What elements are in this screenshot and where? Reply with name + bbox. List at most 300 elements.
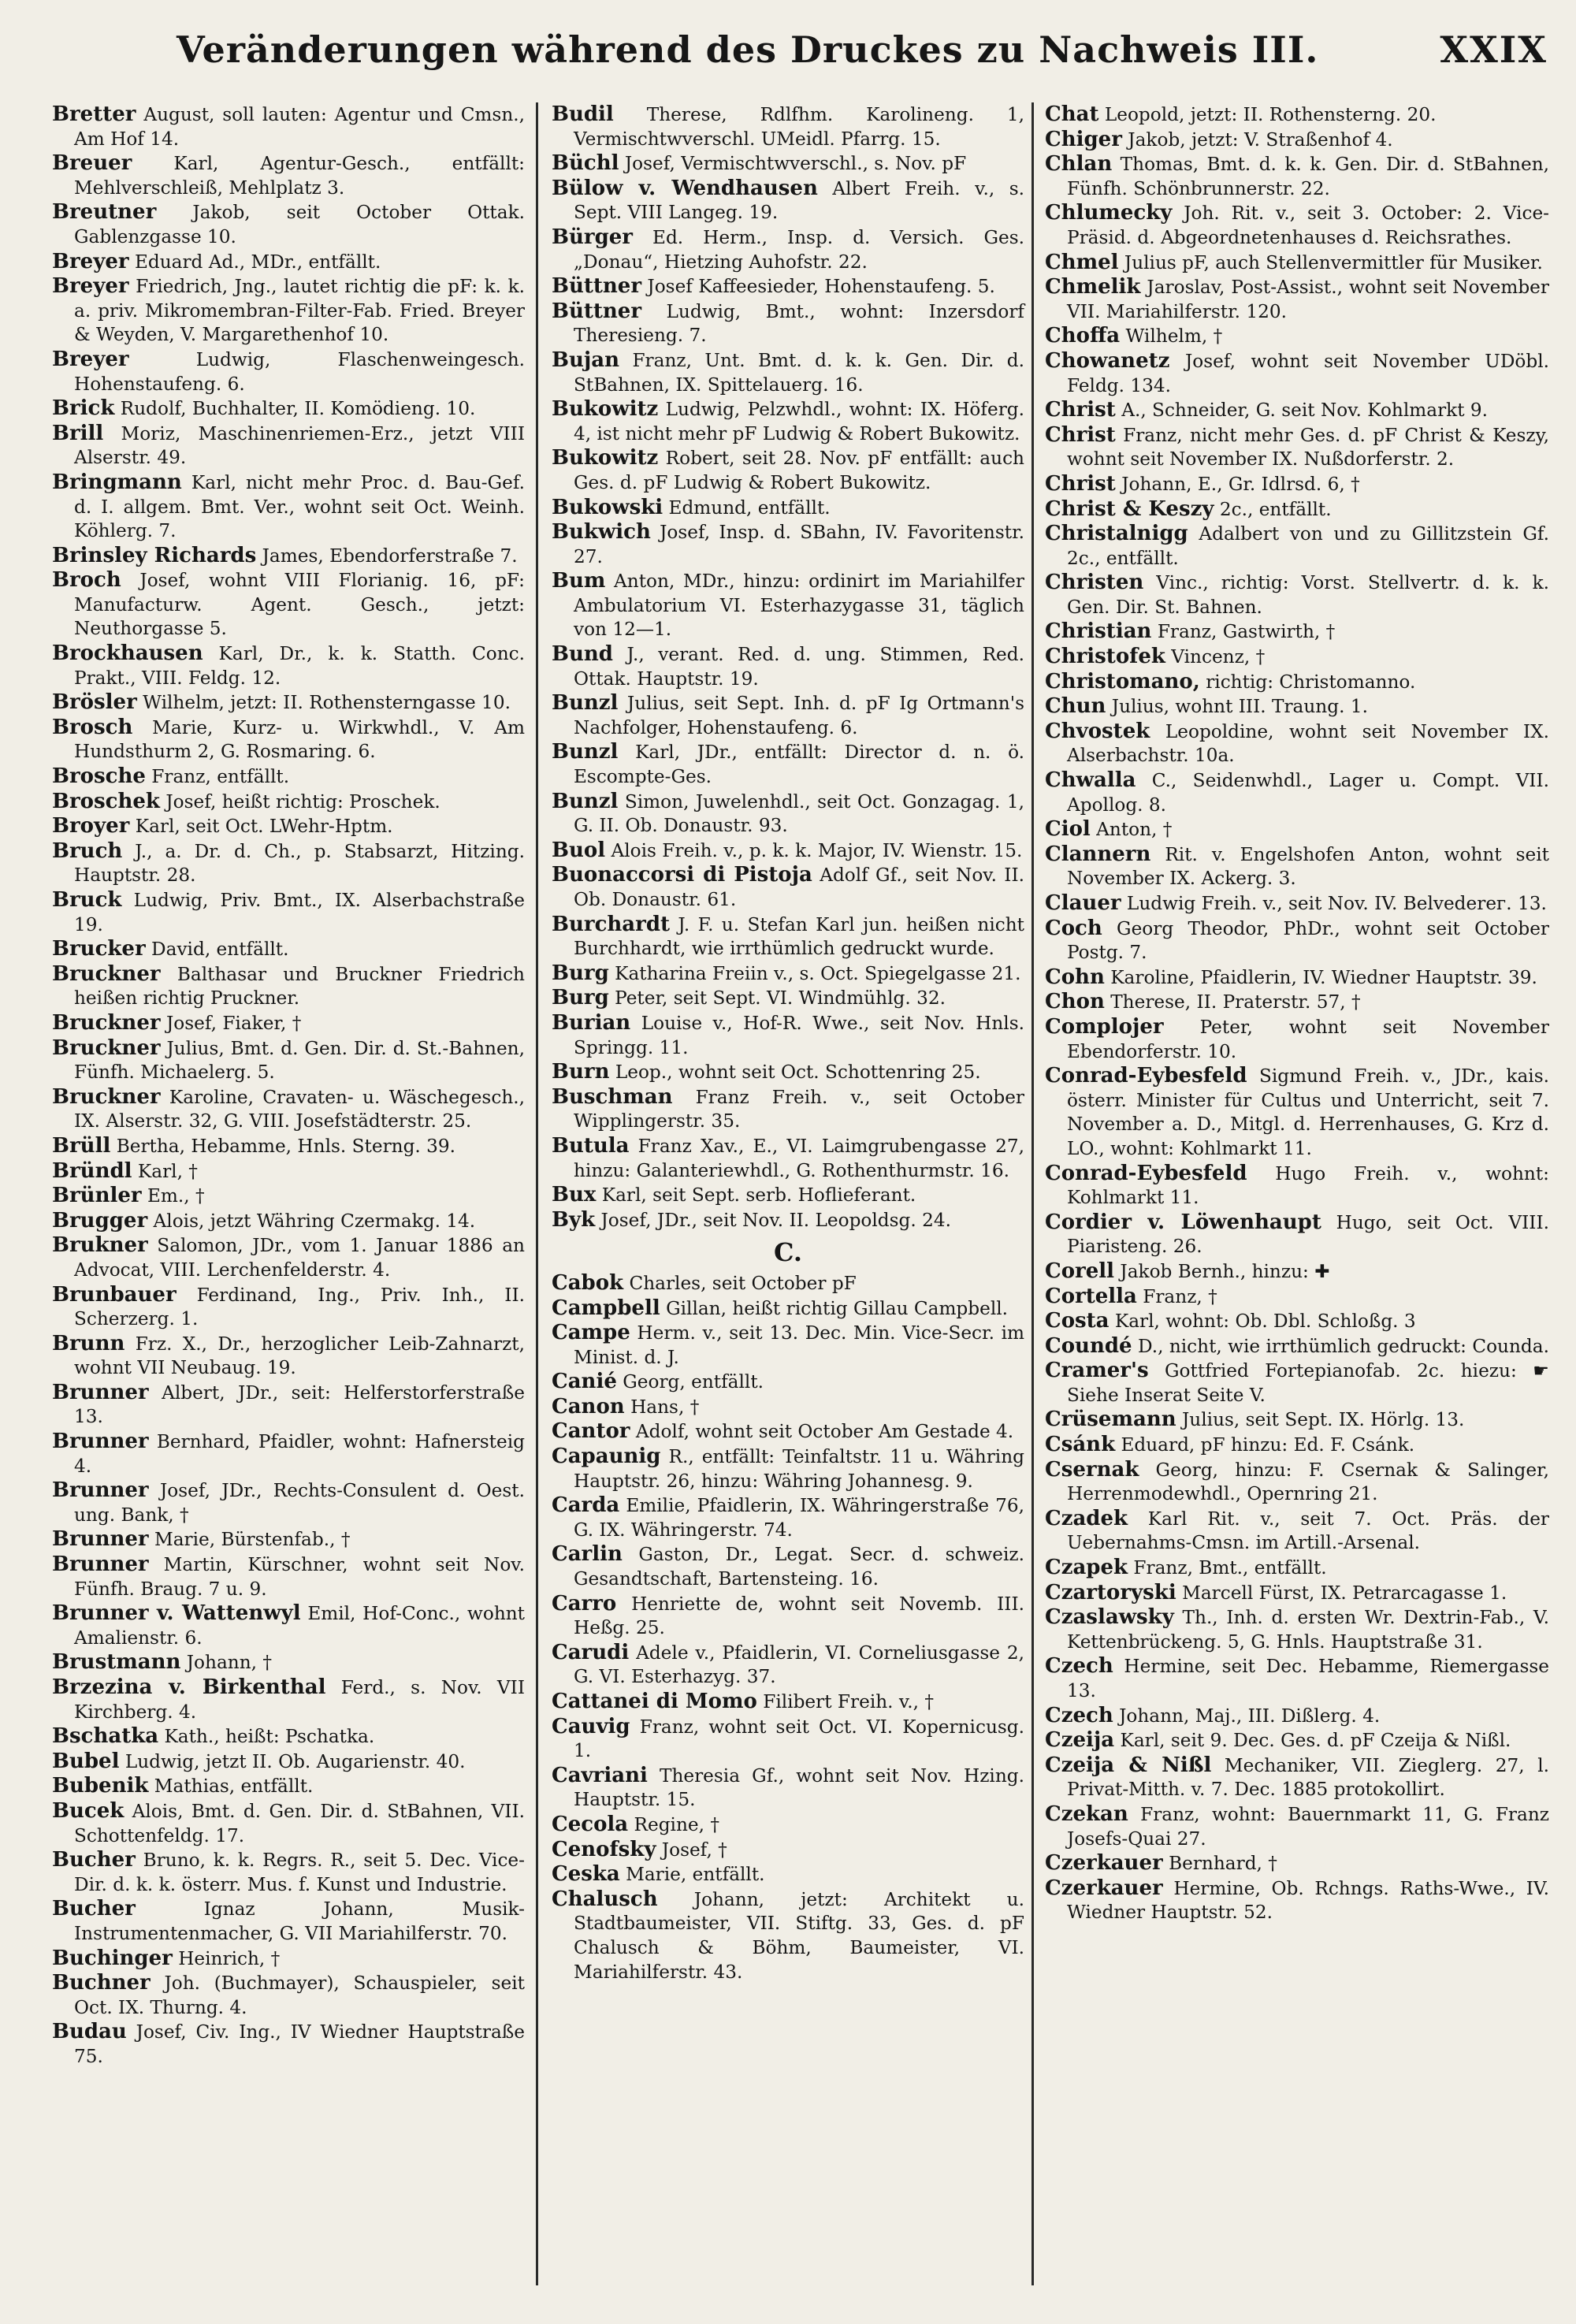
directory-entry xyxy=(1045,1309,1549,1334)
entry-name: Breyer xyxy=(52,274,129,299)
entry-detail: Katharina Freiin v., s. Oct. Spiegelgasse 21. xyxy=(608,962,1021,984)
directory-entry xyxy=(52,422,525,470)
directory-entry xyxy=(52,1897,525,1946)
entry-name: Bum xyxy=(552,569,606,593)
entry-detail: Regine, † xyxy=(628,1813,719,1835)
entry-detail: Martin, Kürschner, wohnt seit Nov. Fünfh. Braug. 7 u. 9. xyxy=(74,1554,525,1600)
directory-entry xyxy=(1045,1064,1549,1161)
directory-entry xyxy=(52,814,525,839)
entry-name: Cantor xyxy=(552,1419,630,1444)
entry-name: Burn xyxy=(552,1060,610,1084)
directory-entry xyxy=(1045,423,1549,472)
entry-detail: Franz, † xyxy=(1136,1285,1217,1307)
entry-detail: D., nicht, wie irrthümlich gedruckt: Counda. xyxy=(1132,1335,1549,1357)
entry-detail: Peter, wohnt seit November Ebendorferstr. 10. xyxy=(1067,1016,1549,1062)
entry-name: Brugger xyxy=(52,1208,148,1233)
entry-detail: Moriz, Maschinenriemen-Erz., jetzt VIII Alserstr. 49. xyxy=(74,422,525,469)
entry-detail: Karoline, Cravaten- u. Wäschegesch., IX. Alserstr. 32, G. VIII. Josefstädterstr. 25. xyxy=(74,1086,525,1132)
directory-entry xyxy=(1045,1556,1549,1581)
entry-name: Brünler xyxy=(52,1184,142,1208)
entry-name: Canon xyxy=(552,1394,625,1419)
entry-detail: Vinc., richtig: Vorst. Stellvertr. d. k. k. Gen. Dir. St. Bahnen. xyxy=(1067,572,1549,618)
entry-name: Conrad-Eybesfeld xyxy=(1045,1161,1247,1185)
entry-detail: Henriette de, wohnt seit Novemb. III. Heßg. 25. xyxy=(574,1593,1024,1639)
directory-entry xyxy=(52,274,525,348)
directory-entry xyxy=(1045,1015,1549,1064)
entry-detail: Heinrich, † xyxy=(172,1947,281,1969)
entry-name: Czeija xyxy=(1045,1728,1115,1753)
entry-detail: Sigmund Freih. v., JDr., kais. österr. Minister für Cultus und Unterricht, seit 7. November a. D., Mitgl. d. Herrenhauses, G. Krz d. LO., wohnt: Kohlmarkt 11. xyxy=(1067,1065,1549,1159)
entry-name: Christ & Keszy xyxy=(1045,496,1214,521)
directory-entry xyxy=(552,790,1024,838)
directory-entry xyxy=(552,299,1024,348)
entry-name: Brustmann xyxy=(52,1650,181,1675)
directory-entry xyxy=(1045,1802,1549,1851)
directory-entry xyxy=(52,1971,525,2020)
entry-name: Christalnigg xyxy=(1045,522,1188,546)
directory-entry xyxy=(52,1601,525,1650)
directory-entry xyxy=(52,690,525,716)
entry-name: Cortella xyxy=(1045,1284,1137,1308)
entry-detail: Georg, entfällt. xyxy=(616,1371,764,1393)
entry-detail: Jakob, jetzt: V. Straßenhof 4. xyxy=(1121,128,1393,151)
entry-detail: Bernhard, † xyxy=(1162,1853,1277,1875)
directory-entry xyxy=(1045,990,1549,1015)
entry-name: Bründl xyxy=(52,1158,132,1183)
entry-name: Bukowitz xyxy=(552,446,659,470)
entry-detail: Franz, Gastwirth, † xyxy=(1151,621,1336,643)
entry-detail: Jakob Bernh., hinzu: ✚ xyxy=(1114,1260,1330,1282)
directory-entry xyxy=(1045,1407,1549,1433)
entry-name: Büttner xyxy=(552,274,642,299)
entry-name: Brukner xyxy=(52,1233,148,1258)
entry-name: Bretter xyxy=(52,102,136,126)
directory-entry xyxy=(552,1764,1024,1813)
entry-detail: Adolf, wohnt seit October Am Gestade 4. xyxy=(630,1421,1014,1443)
entry-name: Complojer xyxy=(1045,1014,1164,1039)
entry-name: Chvostek xyxy=(1045,719,1150,743)
entry-detail: Franz, nicht mehr Ges. d. pF Christ & Keszy, wohnt seit November IX. Nußdorferstr. 2. xyxy=(1067,424,1549,470)
entry-detail: Georg, hinzu: F. Csernak & Salinger, Herrenmodewhdl., Opernring 21. xyxy=(1067,1459,1549,1505)
directory-entry xyxy=(52,764,525,790)
entry-name: Corell xyxy=(1045,1259,1115,1283)
entry-name: Broyer xyxy=(52,814,130,838)
entry-detail: Ed. Herm., Insp. d. Versich. Ges. „Donau“, Hietzing Auhofstr. 22. xyxy=(574,226,1024,273)
directory-entry xyxy=(1045,891,1549,917)
entry-detail: J., verant. Red. d. ung. Stimmen, Red. Ottak. Hauptstr. 19. xyxy=(574,644,1024,690)
entry-name: Brucker xyxy=(52,937,146,961)
entry-detail: Hugo, seit Oct. VIII. Piaristeng. 26. xyxy=(1067,1211,1549,1258)
entry-name: Coch xyxy=(1045,916,1102,940)
entry-detail: Marcell Fürst, IX. Petrarcagasse 1. xyxy=(1176,1582,1507,1604)
entry-detail: Anton, MDr., hinzu: ordinirt im Mariahilfer Ambulatorium VI. Esterhazygasse 31, täglich von 12—1. xyxy=(574,571,1024,641)
entry-name: Breyer xyxy=(52,347,129,371)
entry-detail: Adolf Gf., seit Nov. II. Ob. Donaustr. 61. xyxy=(574,865,1024,910)
entry-detail: Ludwig, Pelzwhdl., wohnt: IX. Höferg. 4, ist nicht mehr pF Ludwig & Robert Bukowitz. xyxy=(574,399,1024,444)
entry-name: Chmelik xyxy=(1045,275,1141,299)
directory-entry xyxy=(552,102,1024,151)
directory-entry xyxy=(552,1813,1024,1838)
page-header xyxy=(55,28,1552,99)
entry-detail: Julius, wohnt III. Traung. 1. xyxy=(1106,696,1368,718)
entry-name: Clannern xyxy=(1045,842,1151,866)
entry-detail: Ferdinand, Ing., Priv. Inh., II. Scherzerg. 1. xyxy=(74,1284,525,1330)
entry-detail: Bertha, Hebamme, Hnls. Sterng. 39. xyxy=(110,1135,456,1157)
directory-entry xyxy=(552,1493,1024,1542)
directory-entry xyxy=(552,397,1024,446)
entry-name: Buonaccorsi di Pistoja xyxy=(552,863,812,887)
entry-detail: Josef, JDr., Rechts-Consulent d. Oest. ung. Bank, † xyxy=(74,1480,525,1526)
directory-entry xyxy=(552,348,1024,397)
directory-entry xyxy=(552,986,1024,1011)
entry-name: Coundé xyxy=(1045,1333,1132,1358)
entry-name: Bruck xyxy=(52,888,122,912)
entry-name: Bruch xyxy=(52,838,123,863)
entry-detail: Josef, † xyxy=(656,1839,727,1861)
entry-detail: Karl, Dr., k. k. Statth. Conc. Prakt., VIII. Feldg. 12. xyxy=(74,643,525,689)
entry-name: Cordier v. Löwenhaupt xyxy=(1045,1210,1321,1234)
entry-detail: Salomon, JDr., vom 1. Januar 1886 an Advocat, VIII. Lerchenfelderstr. 4. xyxy=(74,1235,525,1281)
entry-name: Bucher xyxy=(52,1897,136,1921)
entry-name: Ciol xyxy=(1045,817,1091,842)
entry-name: Csernak xyxy=(1045,1457,1139,1482)
entry-name: Carudi xyxy=(552,1640,630,1664)
entry-detail: Julius, Bmt. d. Gen. Dir. d. St.-Bahnen, Fünfh. Michaelerg. 5. xyxy=(74,1037,525,1084)
directory-entry xyxy=(1045,1753,1549,1802)
entry-detail: Franz Xav., E., VI. Laimgrubengasse 27, hinzu: Galanteriewhdl., G. Rothenthurmstr. 16. xyxy=(574,1135,1024,1181)
directory-entry xyxy=(552,177,1024,225)
entry-name: Butula xyxy=(552,1133,630,1158)
directory-entry xyxy=(52,151,525,200)
directory-entry xyxy=(1045,201,1549,250)
entry-detail: Johann, † xyxy=(180,1652,272,1674)
entry-detail: Charles, seit October pF xyxy=(623,1272,857,1294)
directory-entry xyxy=(552,1134,1024,1183)
entry-detail: Rit. v. Engelshofen Anton, wohnt seit November IX. Ackerg. 3. xyxy=(1067,843,1549,890)
directory-entry xyxy=(52,1675,525,1724)
entry-detail: Leopoldine, wohnt seit November IX. Alserbachstr. 10a. xyxy=(1067,720,1549,767)
directory-entry xyxy=(552,1838,1024,1863)
entry-detail: Karl, nicht mehr Proc. d. Bau-Gef. d. I. allgem. Bmt. Ver., wohnt seit Oct. Weinh. Köhlerg. 7. xyxy=(74,471,525,542)
entry-name: Czerkauer xyxy=(1045,1876,1163,1900)
directory-entry xyxy=(52,1650,525,1675)
directory-entry xyxy=(1045,1210,1549,1259)
directory-entry xyxy=(52,716,525,764)
entry-name: Brüll xyxy=(52,1133,111,1158)
directory-entry xyxy=(552,1085,1024,1134)
entry-name: Brinsley Richards xyxy=(52,543,257,567)
entry-name: Crüsemann xyxy=(1045,1407,1176,1432)
directory-entry xyxy=(552,1183,1024,1208)
directory-entry xyxy=(52,1332,525,1381)
entry-name: Bruckner xyxy=(52,1010,161,1035)
entry-name: Bucher xyxy=(52,1848,136,1872)
entry-detail: Hans, † xyxy=(624,1396,700,1418)
entry-detail: Therese, II. Praterstr. 57, † xyxy=(1104,991,1361,1013)
directory-entry xyxy=(1045,1285,1549,1310)
entry-name: Bukowitz xyxy=(552,397,659,422)
entry-name: Chiger xyxy=(1045,127,1122,151)
directory-entry xyxy=(552,1321,1024,1370)
directory-entry xyxy=(1045,645,1549,670)
entry-name: Czapek xyxy=(1045,1556,1128,1580)
entry-name: Ceska xyxy=(552,1862,620,1887)
entry-detail: J. F. u. Stefan Karl jun. heißen nicht Burchhardt, wie irrthümlich gedruckt wurde. xyxy=(574,913,1024,960)
entry-detail: Vincenz, † xyxy=(1165,646,1266,668)
directory-entry xyxy=(552,520,1024,569)
entry-name: Bülow v. Wendhausen xyxy=(552,176,818,200)
entry-name: Bujan xyxy=(552,348,620,372)
entry-name: Bürger xyxy=(552,225,633,249)
entry-name: Chlumecky xyxy=(1045,201,1173,225)
entry-name: Brill xyxy=(52,421,104,445)
entry-detail: R., entfällt: Teinfaltstr. 11 u. Währing Hauptstr. 26, hinzu: Währing Johannesg. 9. xyxy=(574,1446,1024,1492)
entry-name: Christ xyxy=(1045,422,1116,447)
directory-entry xyxy=(1045,472,1549,497)
entry-detail: Gottfried Fortepianofab. 2c. hiezu: ☛ Siehe Inserat Seite V. xyxy=(1067,1360,1549,1406)
directory-entry xyxy=(1045,128,1549,153)
entry-name: Byk xyxy=(552,1207,596,1232)
entry-detail: Karoline, Pfaidlerin, IV. Wiedner Hauptstr. 39. xyxy=(1104,966,1537,988)
page-number: XXIX xyxy=(1440,28,1548,71)
directory-entry xyxy=(552,151,1024,177)
entry-detail: Simon, Juwelenhdl., seit Oct. Gonzagag. 1, G. II. Ob. Donaustr. 93. xyxy=(574,790,1024,837)
entry-name: Cecola xyxy=(552,1812,629,1836)
entry-detail: Joh. Rit. v., seit 3. October: 2. Vice-Präsid. d. Abgeordnetenhauses d. Reichsrathes. xyxy=(1067,203,1549,248)
entry-detail: Franz, entfällt. xyxy=(145,766,290,788)
entry-name: Brosche xyxy=(52,764,146,789)
directory-entry xyxy=(552,1592,1024,1641)
entry-detail: Wilhelm, † xyxy=(1120,325,1223,348)
directory-entry xyxy=(1045,398,1549,423)
entry-name: Brösler xyxy=(52,690,137,715)
directory-entry xyxy=(1045,251,1549,276)
entry-name: Cohn xyxy=(1045,965,1105,989)
directory-entry xyxy=(1045,965,1549,991)
directory-entry xyxy=(52,396,525,422)
entry-name: Bringmann xyxy=(52,470,182,494)
entry-name: Chmel xyxy=(1045,250,1119,274)
entry-name: Cattanei di Momo xyxy=(552,1690,757,1713)
entry-name: Bubel xyxy=(52,1749,120,1773)
entry-detail: Josef, wohnt seit November UDöbl. Feldg. 134. xyxy=(1067,350,1549,396)
entry-name: Burg xyxy=(552,986,609,1010)
directory-entry xyxy=(552,1395,1024,1420)
entry-name: Bucek xyxy=(52,1798,125,1823)
directory-entry xyxy=(1045,670,1549,695)
entry-detail: Franz, Unt. Bmt. d. k. k. Gen. Dir. d. StBahnen, IX. Spittelauerg. 16. xyxy=(574,349,1024,396)
entry-name: Chwalla xyxy=(1045,768,1136,793)
entry-detail: Kath., heißt: Pschatka. xyxy=(158,1726,375,1748)
entry-name: Czaslawsky xyxy=(1045,1605,1174,1630)
entry-name: Buol xyxy=(552,838,606,862)
entry-detail: Hugo Freih. v., wohnt: Kohlmarkt 11. xyxy=(1067,1162,1549,1209)
entry-detail: Franz, wohnt: Bauernmarkt 11, G. Franz Josefs-Quai 27. xyxy=(1067,1803,1549,1850)
entry-name: Budau xyxy=(52,2020,127,2044)
directory-entry xyxy=(52,250,525,275)
directory-entry xyxy=(1045,842,1549,891)
entry-detail: Robert, seit 28. Nov. pF entfällt: auch Ges. d. pF Ludwig & Robert Bukowitz. xyxy=(574,448,1024,493)
column-right xyxy=(1045,102,1549,1925)
entry-detail: Josef, heißt richtig: Proschek. xyxy=(159,790,440,812)
directory-entry xyxy=(52,200,525,249)
page-title: Veränderungen während des Druckes zu Nachweis III. xyxy=(177,28,1319,71)
entry-name: Czekan xyxy=(1045,1802,1128,1826)
entry-detail: Joh. (Buchmayer), Schauspieler, seit Oct. IX. Thurng. 4. xyxy=(74,1973,525,2018)
entry-name: Costa xyxy=(1045,1309,1110,1333)
entry-detail: Marie, Bürstenfab., † xyxy=(148,1529,351,1551)
entry-detail: Julius pF, auch Stellenvermittler für Musiker. xyxy=(1118,251,1543,273)
entry-detail: Gillan, heißt richtig Gillau Campbell. xyxy=(660,1297,1009,1319)
entry-name: Campbell xyxy=(552,1296,660,1320)
directory-entry xyxy=(1045,1458,1549,1507)
entry-detail: Marie, Kurz- u. Wirkwhdl., V. Am Hundsthurm 2, G. Rosmaring. 6. xyxy=(74,716,525,763)
entry-name: Cavriani xyxy=(552,1763,648,1787)
directory-entry xyxy=(52,1011,525,1036)
directory-entry xyxy=(1045,102,1549,128)
entry-detail: Ludwig, Priv. Bmt., IX. Alserbachstraße 19. xyxy=(74,890,525,935)
directory-entry xyxy=(552,1271,1024,1296)
entry-detail: August, soll lauten: Agentur und Cmsn., Am Hof 14. xyxy=(74,104,525,150)
entry-detail: Eduard, pF hinzu: Ed. F. Csánk. xyxy=(1115,1434,1415,1456)
directory-entry xyxy=(1045,349,1549,398)
entry-name: Cauvig xyxy=(552,1714,630,1738)
entry-detail: Rudolf, Buchhalter, II. Komödieng. 10. xyxy=(114,398,476,420)
entry-detail: Albert, JDr., seit: Helferstorferstraße 13. xyxy=(74,1381,525,1428)
directory-entry xyxy=(1045,1334,1549,1359)
entry-detail: Alois, jetzt Währing Czermakg. 14. xyxy=(147,1210,476,1232)
directory-entry xyxy=(52,1478,525,1527)
entry-name: Brosch xyxy=(52,715,133,739)
entry-name: Chlan xyxy=(1045,152,1113,177)
entry-name: Bruckner xyxy=(52,1084,161,1109)
directory-entry xyxy=(1045,1654,1549,1703)
entry-detail: Josef, Vermischtwverschl., s. Nov. pF xyxy=(619,153,967,175)
entry-detail: Emilie, Pfaidlerin, IX. Währingerstraße 76, G. IX. Währingerstr. 74. xyxy=(574,1495,1024,1541)
entry-detail: Filibert Freih. v., † xyxy=(756,1691,934,1712)
directory-entry xyxy=(52,641,525,690)
entry-detail: James, Ebendorferstraße 7. xyxy=(256,545,518,567)
entry-detail: Ludwig, Bmt., wohnt: Inzersdorf Theresieng. 7. xyxy=(574,300,1024,347)
directory-entry xyxy=(52,790,525,815)
directory-entry xyxy=(52,839,525,888)
directory-entry xyxy=(552,961,1024,987)
directory-entry xyxy=(52,1947,525,1972)
directory-entry xyxy=(52,1283,525,1332)
entry-detail: Johann, E., Gr. Idlrsd. 6, † xyxy=(1115,473,1360,495)
directory-entry xyxy=(1045,817,1549,842)
directory-entry xyxy=(52,470,525,544)
directory-entry xyxy=(1045,619,1549,645)
entry-detail: Emil, Hof-Conc., wohnt Amalienstr. 6. xyxy=(74,1603,525,1649)
entry-detail: Franz Freih. v., seit October Wipplingerstr. 35. xyxy=(574,1086,1024,1132)
directory-entry xyxy=(552,274,1024,299)
entry-detail: Ferd., s. Nov. VII Kirchberg. 4. xyxy=(74,1677,525,1723)
directory-entry xyxy=(552,1641,1024,1690)
entry-name: Bux xyxy=(552,1183,597,1207)
directory-entry xyxy=(52,348,525,396)
entry-detail: Peter, seit Sept. VI. Windmühlg. 32. xyxy=(608,987,946,1010)
entry-name: Broch xyxy=(52,568,121,593)
entry-name: Capaunig xyxy=(552,1445,661,1469)
directory-entry xyxy=(1045,1433,1549,1458)
directory-entry xyxy=(52,1036,525,1085)
entry-name: Bunzl xyxy=(552,740,619,764)
entry-detail: Leopold, jetzt: II. Rothensterng. 20. xyxy=(1098,104,1437,125)
directory-entry xyxy=(1045,1876,1549,1925)
directory-entry xyxy=(552,1370,1024,1395)
directory-entry xyxy=(52,1724,525,1750)
entry-name: Büttner xyxy=(552,299,642,323)
entry-name: Csánk xyxy=(1045,1433,1116,1457)
directory-entry xyxy=(1045,1851,1549,1876)
entry-detail: Karl Rit. v., seit 7. Oct. Präs. der Uebernahms-Cmsn. im Artill.-Arsenal. xyxy=(1067,1508,1549,1554)
entry-detail: Josef, Fiaker, † xyxy=(160,1012,302,1034)
entry-detail: Louise v., Hof-R. Wwe., seit Nov. Hnls. Springg. 11. xyxy=(574,1012,1024,1058)
entry-detail: Josef, JDr., seit Nov. II. Leopoldsg. 24. xyxy=(595,1209,952,1231)
entry-name: Canié xyxy=(552,1370,617,1394)
entry-name: Carro xyxy=(552,1591,617,1616)
entry-name: Czartoryski xyxy=(1045,1580,1176,1604)
entry-detail: Anton, † xyxy=(1090,819,1173,841)
directory-entry xyxy=(52,962,525,1011)
entry-name: Chalusch xyxy=(552,1887,658,1911)
entry-name: Bubenik xyxy=(52,1774,149,1798)
entry-detail: Julius, seit Sept. Inh. d. pF Ig Ortmann's Nachfolger, Hohenstaufeng. 6. xyxy=(574,693,1024,738)
directory-entry xyxy=(52,1233,525,1282)
directory-entry xyxy=(552,1887,1024,1984)
directory-entry xyxy=(1045,1728,1549,1753)
entry-detail: Ludwig Freih. v., seit Nov. IV. Belvederег. 13. xyxy=(1121,893,1547,914)
directory-entry xyxy=(52,1774,525,1799)
directory-entry xyxy=(552,1011,1024,1060)
directory-entry xyxy=(52,1085,525,1134)
entry-detail: Adalbert von und zu Gillitzstein Gf. 2c., entfällt. xyxy=(1067,523,1549,569)
directory-entry xyxy=(52,1159,525,1184)
entry-name: Brunner xyxy=(52,1527,149,1552)
entry-detail: David, entfällt. xyxy=(145,939,289,961)
entry-name: Chat xyxy=(1045,102,1099,126)
entry-name: Conrad-Eybesfeld xyxy=(1045,1064,1247,1088)
entry-detail: Jakob, seit October Ottak. Gablenzgasse 10. xyxy=(74,202,525,247)
directory-entry xyxy=(52,1209,525,1234)
entry-detail: Josef Kaffeesieder, Hohenstaufeng. 5. xyxy=(641,276,995,298)
entry-detail: C., Seidenwhdl., Lager u. Compt. VII. Apollog. 8. xyxy=(1067,770,1549,816)
entry-name: Bunzl xyxy=(552,789,619,813)
entry-detail: Karl, seit Oct. LWehr-Hptm. xyxy=(129,816,393,838)
entry-name: Bruckner xyxy=(52,961,161,986)
entry-name: Breuer xyxy=(52,151,132,176)
entry-name: Burchardt xyxy=(552,912,671,936)
directory-entry xyxy=(1045,1259,1549,1285)
entry-name: Campe xyxy=(552,1321,630,1345)
entry-detail: Wilhelm, jetzt: II. Rothensterngasse 10. xyxy=(136,692,511,714)
entry-name: Buchner xyxy=(52,1971,151,1995)
entry-detail: Franz, wohnt seit Oct. VI. Kopernicusg. 1. xyxy=(574,1716,1024,1762)
entry-name: Breutner xyxy=(52,200,157,225)
entry-name: Brunner xyxy=(52,1380,149,1404)
entry-detail: Bruno, k. k. Regrs. R., seit 5. Dec. Vice-Dir. d. k. k. österr. Mus. f. Kunst und Industrie. xyxy=(74,1850,525,1895)
entry-detail: Thomas, Bmt. d. k. k. Gen. Dir. d. StBahnen, Fünfh. Schönbrunnerstr. 22. xyxy=(1067,154,1549,199)
directory-entry xyxy=(552,691,1024,740)
entry-name: Chon xyxy=(1045,990,1105,1014)
entry-name: Brick xyxy=(52,396,115,421)
directory-entry xyxy=(1045,1507,1549,1556)
directory-entry xyxy=(52,1552,525,1601)
entry-detail: Georg Theodor, PhDr., wohnt seit October Postg. 7. xyxy=(1067,917,1549,964)
entry-detail: Alois, Bmt. d. Gen. Dir. d. StBahnen, VII. Schottenfeldg. 17. xyxy=(74,1800,525,1846)
directory-entry xyxy=(552,838,1024,864)
